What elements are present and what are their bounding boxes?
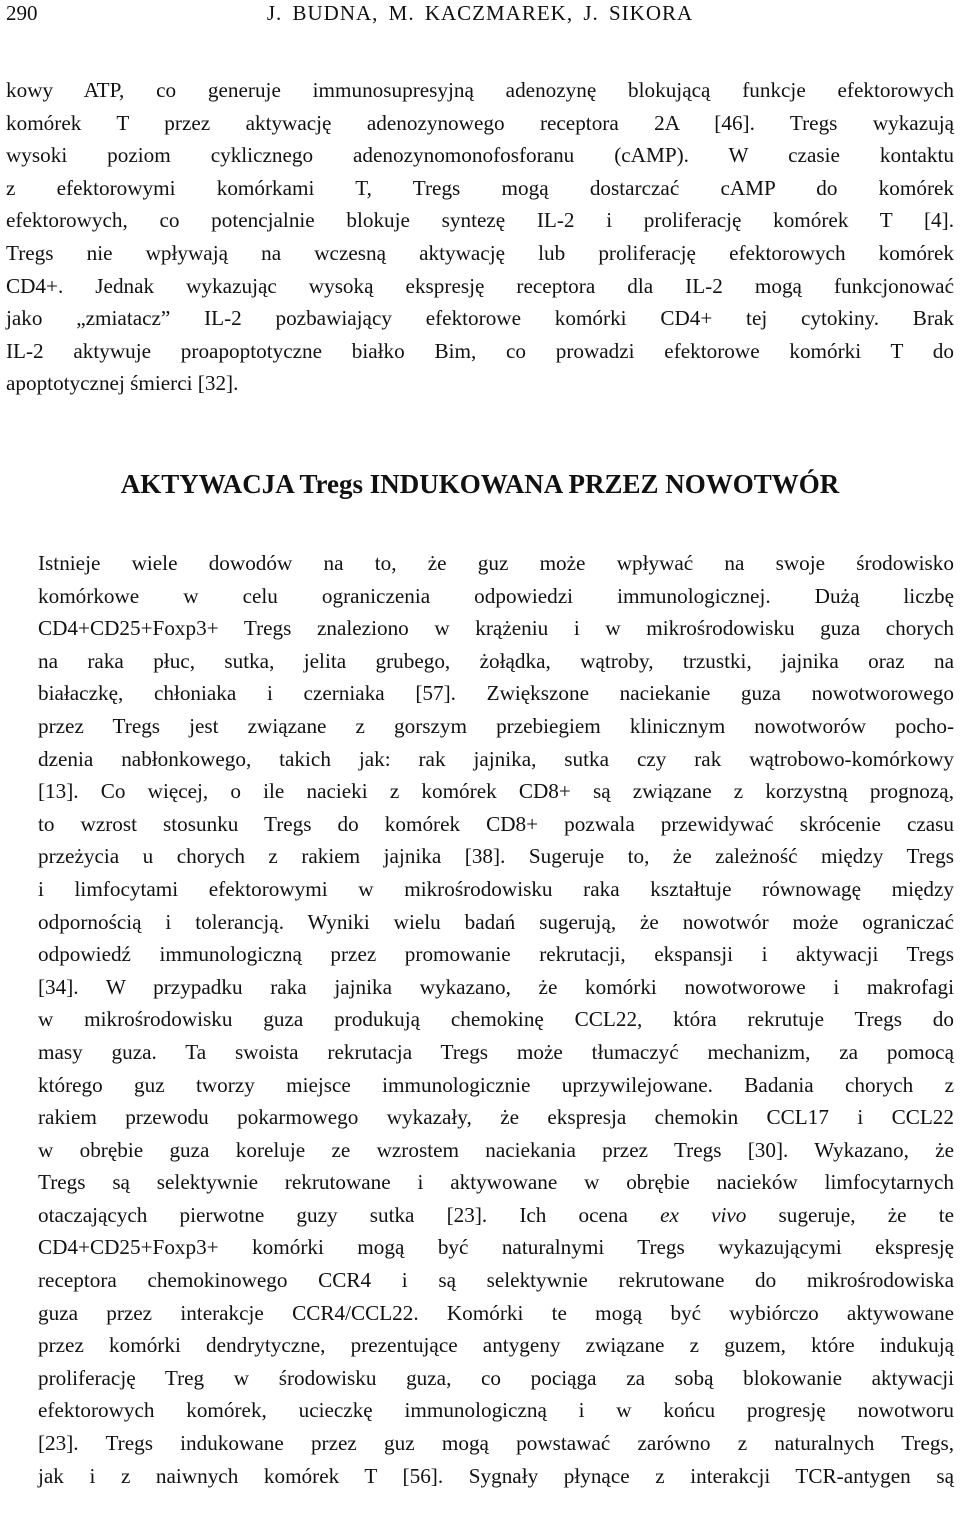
text-line: przeżycia u chorych z rakiem jajnika [38]. Sugeruje to, że zależność między Tregs [38, 844, 954, 869]
paragraph-1 [6, 74, 954, 400]
text-line: komórek T przez aktywację adenozynowego receptora 2A [46]. Tregs wykazują [6, 110, 954, 135]
text-line: masy guza. Ta swoista rekrutacja Tregs może tłumaczyć mechanizm, za pomocą [38, 1039, 954, 1064]
text-line: Tregs nie wpływają na wczesną aktywację lub proliferację efektorowych komórek [6, 240, 954, 265]
text-line: dzenia nabłonkowego, takich jak: rak jajnika, sutka czy rak wątrobowo-komórkowy [38, 746, 954, 771]
text-line: CD4+CD25+Foxp3+ Tregs znaleziono w krążeniu i w mikrośrodowisku guza chorych [38, 616, 954, 641]
text-line: kowy ATP, co generuje immunosupresyjną adenozynę blokującą funkcje efektorowych [6, 78, 954, 102]
text-line: otaczających pierwotne guzy sutka [23]. Ich ocena ex vivo sugeruje, że te [38, 1202, 954, 1227]
text-line: CD4+. Jednak wykazując wysoką ekspresję receptora dla IL-2 mogą funkcjonować [6, 273, 954, 298]
text-line: rakiem przewodu pokarmowego wykazały, że ekspresja chemokin CCL17 i CCL22 [38, 1105, 954, 1130]
text-line: białaczkę, chłoniaka i czerniaka [57]. Zwiększone naciekanie guza nowotworowego [38, 681, 954, 706]
text-line: Istnieje wiele dowodów na to, że guz może wpływać na swoje środowisko [38, 551, 954, 575]
text-line: na raka płuc, sutka, jelita grubego, żołądka, wątroby, trzustki, jajnika oraz na [38, 648, 954, 673]
text-line: jak i z naiwnych komórek T [56]. Sygnały płynące z interakcji TCR-antygen są [38, 1463, 954, 1488]
text-line: IL-2 aktywuje proapoptotyczne białko Bim, co prowadzi efektorowe komórki T do [6, 338, 954, 363]
text-line: efektorowych, co potencjalnie blokuje syntezę IL-2 i proliferację komórek T [4]. [6, 208, 954, 233]
page-number: 290 [6, 1, 38, 25]
text-line: komórkowe w celu ograniczenia odpowiedzi immunologicznej. Dużą liczbę [38, 583, 954, 608]
italic-term: ex vivo [660, 1202, 747, 1227]
text-line: Tregs są selektywnie rekrutowane i aktywowane w obrębie nacieków limfocytarnych [38, 1170, 954, 1195]
text-line: wysoki poziom cyklicznego adenozynomonofosforanu (cAMP). W czasie kontaktu [6, 143, 954, 168]
text-line: [34]. W przypadku raka jajnika wykazano, że komórki nowotworowe i makrofagi [38, 974, 954, 999]
running-header [6, 0, 954, 26]
text-line: przez Tregs jest związane z gorszym przebiegiem klinicznym nowotworów pocho- [38, 713, 954, 738]
text-line: jako „zmiatacz” IL-2 pozbawiający efektorowe komórki CD4+ tej cytokiny. Brak [6, 306, 954, 331]
text-line: i limfocytami efektorowymi w mikrośrodowisku raka kształtuje równowagę między [38, 876, 954, 901]
text-line: [13]. Co więcej, o ile nacieki z komórek CD8+ są związane z korzystną prognozą, [38, 779, 954, 804]
text-line: receptora chemokinowego CCR4 i są selektywnie rekrutowane do mikrośrodowiska [38, 1268, 954, 1293]
text-line: efektorowych komórek, ucieczkę immunologiczną i w końcu progresję nowotworu [38, 1398, 954, 1423]
text-line: apoptotycznej śmierci [32]. [6, 371, 239, 396]
text-line: proliferację Treg w środowisku guza, co pociąga za sobą blokowanie aktywacji [38, 1365, 954, 1390]
paragraph-2 [6, 547, 954, 1492]
text-line: [23]. Tregs indukowane przez guz mogą powstawać zarówno z naturalnych Tregs, [38, 1431, 954, 1456]
text-line: przez komórki dendrytyczne, prezentujące antygeny związane z guzem, które indukują [38, 1333, 954, 1358]
text-line: odpowiedź immunologiczną przez promowanie rekrutacji, ekspansji i aktywacji Tregs [38, 942, 954, 967]
text-line: guza przez interakcje CCR4/CCL22. Komórki te mogą być wybiórczo aktywowane [38, 1300, 954, 1325]
section-heading: AKTYWACJA Tregs INDUKOWANA PRZEZ NOWOTWÓR [120, 469, 840, 499]
text-line: to wzrost stosunku Tregs do komórek CD8+ pozwala przewidywać skrócenie czasu [38, 811, 954, 836]
header-authors: J. BUDNA, M. KACZMAREK, J. SIKORA [266, 1, 694, 25]
text-line: którego guz tworzy miejsce immunologicznie uprzywilejowane. Badania chorych z [38, 1072, 954, 1097]
text-line: w obrębie guza koreluje ze wzrostem naciekania przez Tregs [30]. Wykazano, że [38, 1137, 954, 1162]
text-line: z efektorowymi komórkami T, Tregs mogą dostarczać cAMP do komórek [6, 175, 954, 200]
text-line: CD4+CD25+Foxp3+ komórki mogą być naturalnymi Tregs wykazującymi ekspresję [38, 1235, 954, 1260]
text-line: w mikrośrodowisku guza produkują chemokinę CCL22, która rekrutuje Tregs do [38, 1007, 954, 1032]
text-line: odpornością i tolerancją. Wyniki wielu badań sugerują, że nowotwór może ograniczać [38, 909, 954, 934]
